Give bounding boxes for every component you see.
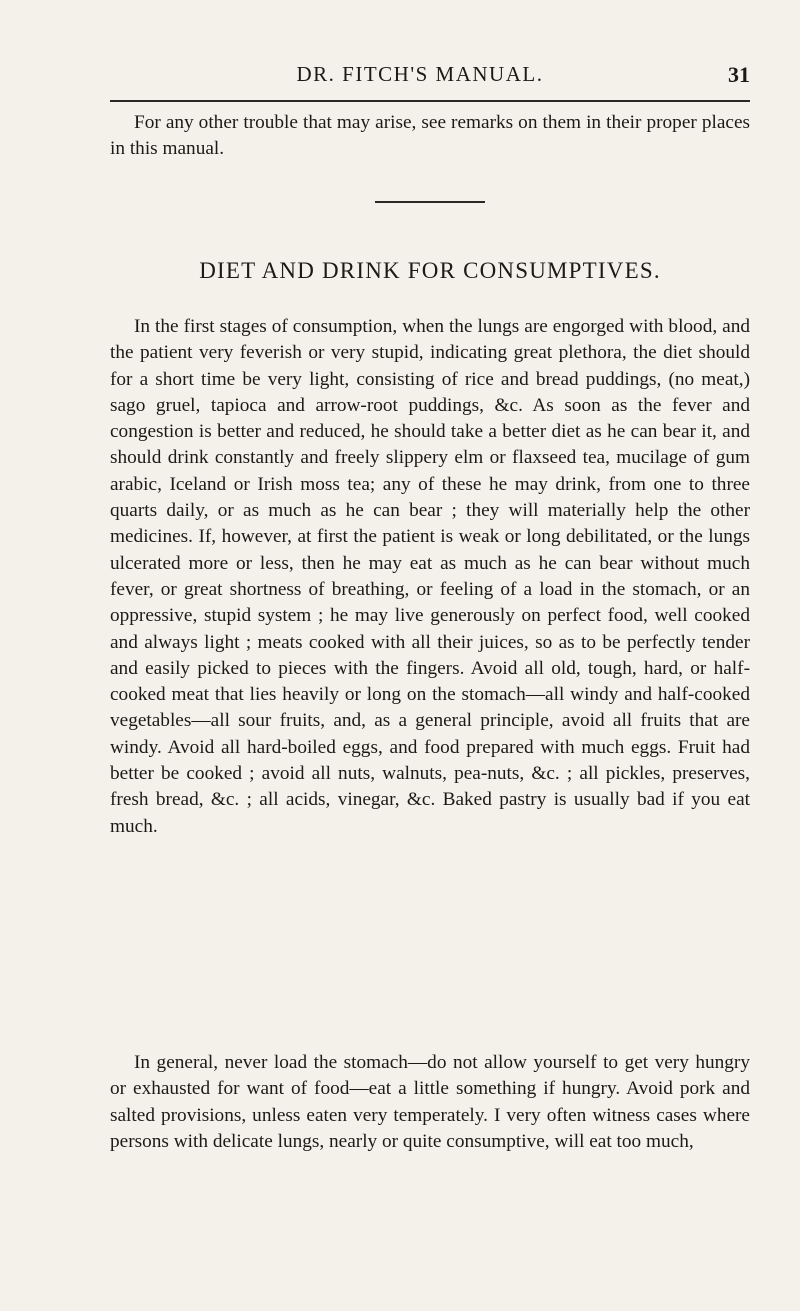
body-paragraph-2: In general, never load the stomach—do not allow yourself to get very hungry or exhausted for want of food—eat a little something if hungry. Avoid pork and salted provisions, unless eaten very temperately. I very often witness cases where persons with delicate lungs, nearly or quite consumptive, will eat too much,	[110, 1052, 750, 1152]
running-title: DR. FITCH'S MANUAL.	[296, 62, 544, 86]
header-rule	[110, 100, 750, 102]
body-paragraph-1: In the first stages of consumption, when the lungs are engorged with blood, and the patient very feverish or very stupid, indicating great plethora, the diet should for a short time be very light, consisting of rice and bread puddings, (no meat,) sago gruel, tapioca and arrow-root puddings, &c. As soon as the fever and congestion is better and reduced, he should take a better diet as he can bear it, and should drink constantly and freely slippery elm or flaxseed tea, mucilage of gum arabic, Iceland or Irish moss tea; any of these he may drink, from one to three quarts daily, or as much as he can bear ; they will materially help the other medicines. If, however, at first the patient is weak or long debilitated, or the lungs ulcerated more or less, then he may eat as much as he can bear without much fever, or great shortness of breathing, or feeling of a load in the stomach, or an oppressive, stupid system ; he may live generously on perfect food, well cooked and always light ; meats cooked with all their juices, so as to be perfectly tender and easily picked to pieces with the fingers. Avoid all old, tough, hard, or half-cooked meat that lies heavily or long on the stomach—all windy and half-cooked vegetables—all sour fruits, and, as a general principle, avoid all fruits that are windy. Avoid all hard-boiled eggs, and food prepared with much eggs. Fruit had better be cooked ; avoid all nuts, walnuts, pea-nuts, &c. ; all pickles, preserves, fresh bread, &c. ; all acids, vinegar, &c. Baked pastry is usually bad if you eat much.	[110, 316, 750, 837]
section-heading: DIET AND DRINK FOR CONSUMPTIVES.	[199, 258, 661, 283]
intro-paragraph: For any other trouble that may arise, see remarks on them in their proper places in this manual.	[110, 112, 750, 160]
running-head	[90, 62, 750, 92]
section-separator	[375, 201, 485, 203]
page-number: 31	[728, 62, 750, 87]
